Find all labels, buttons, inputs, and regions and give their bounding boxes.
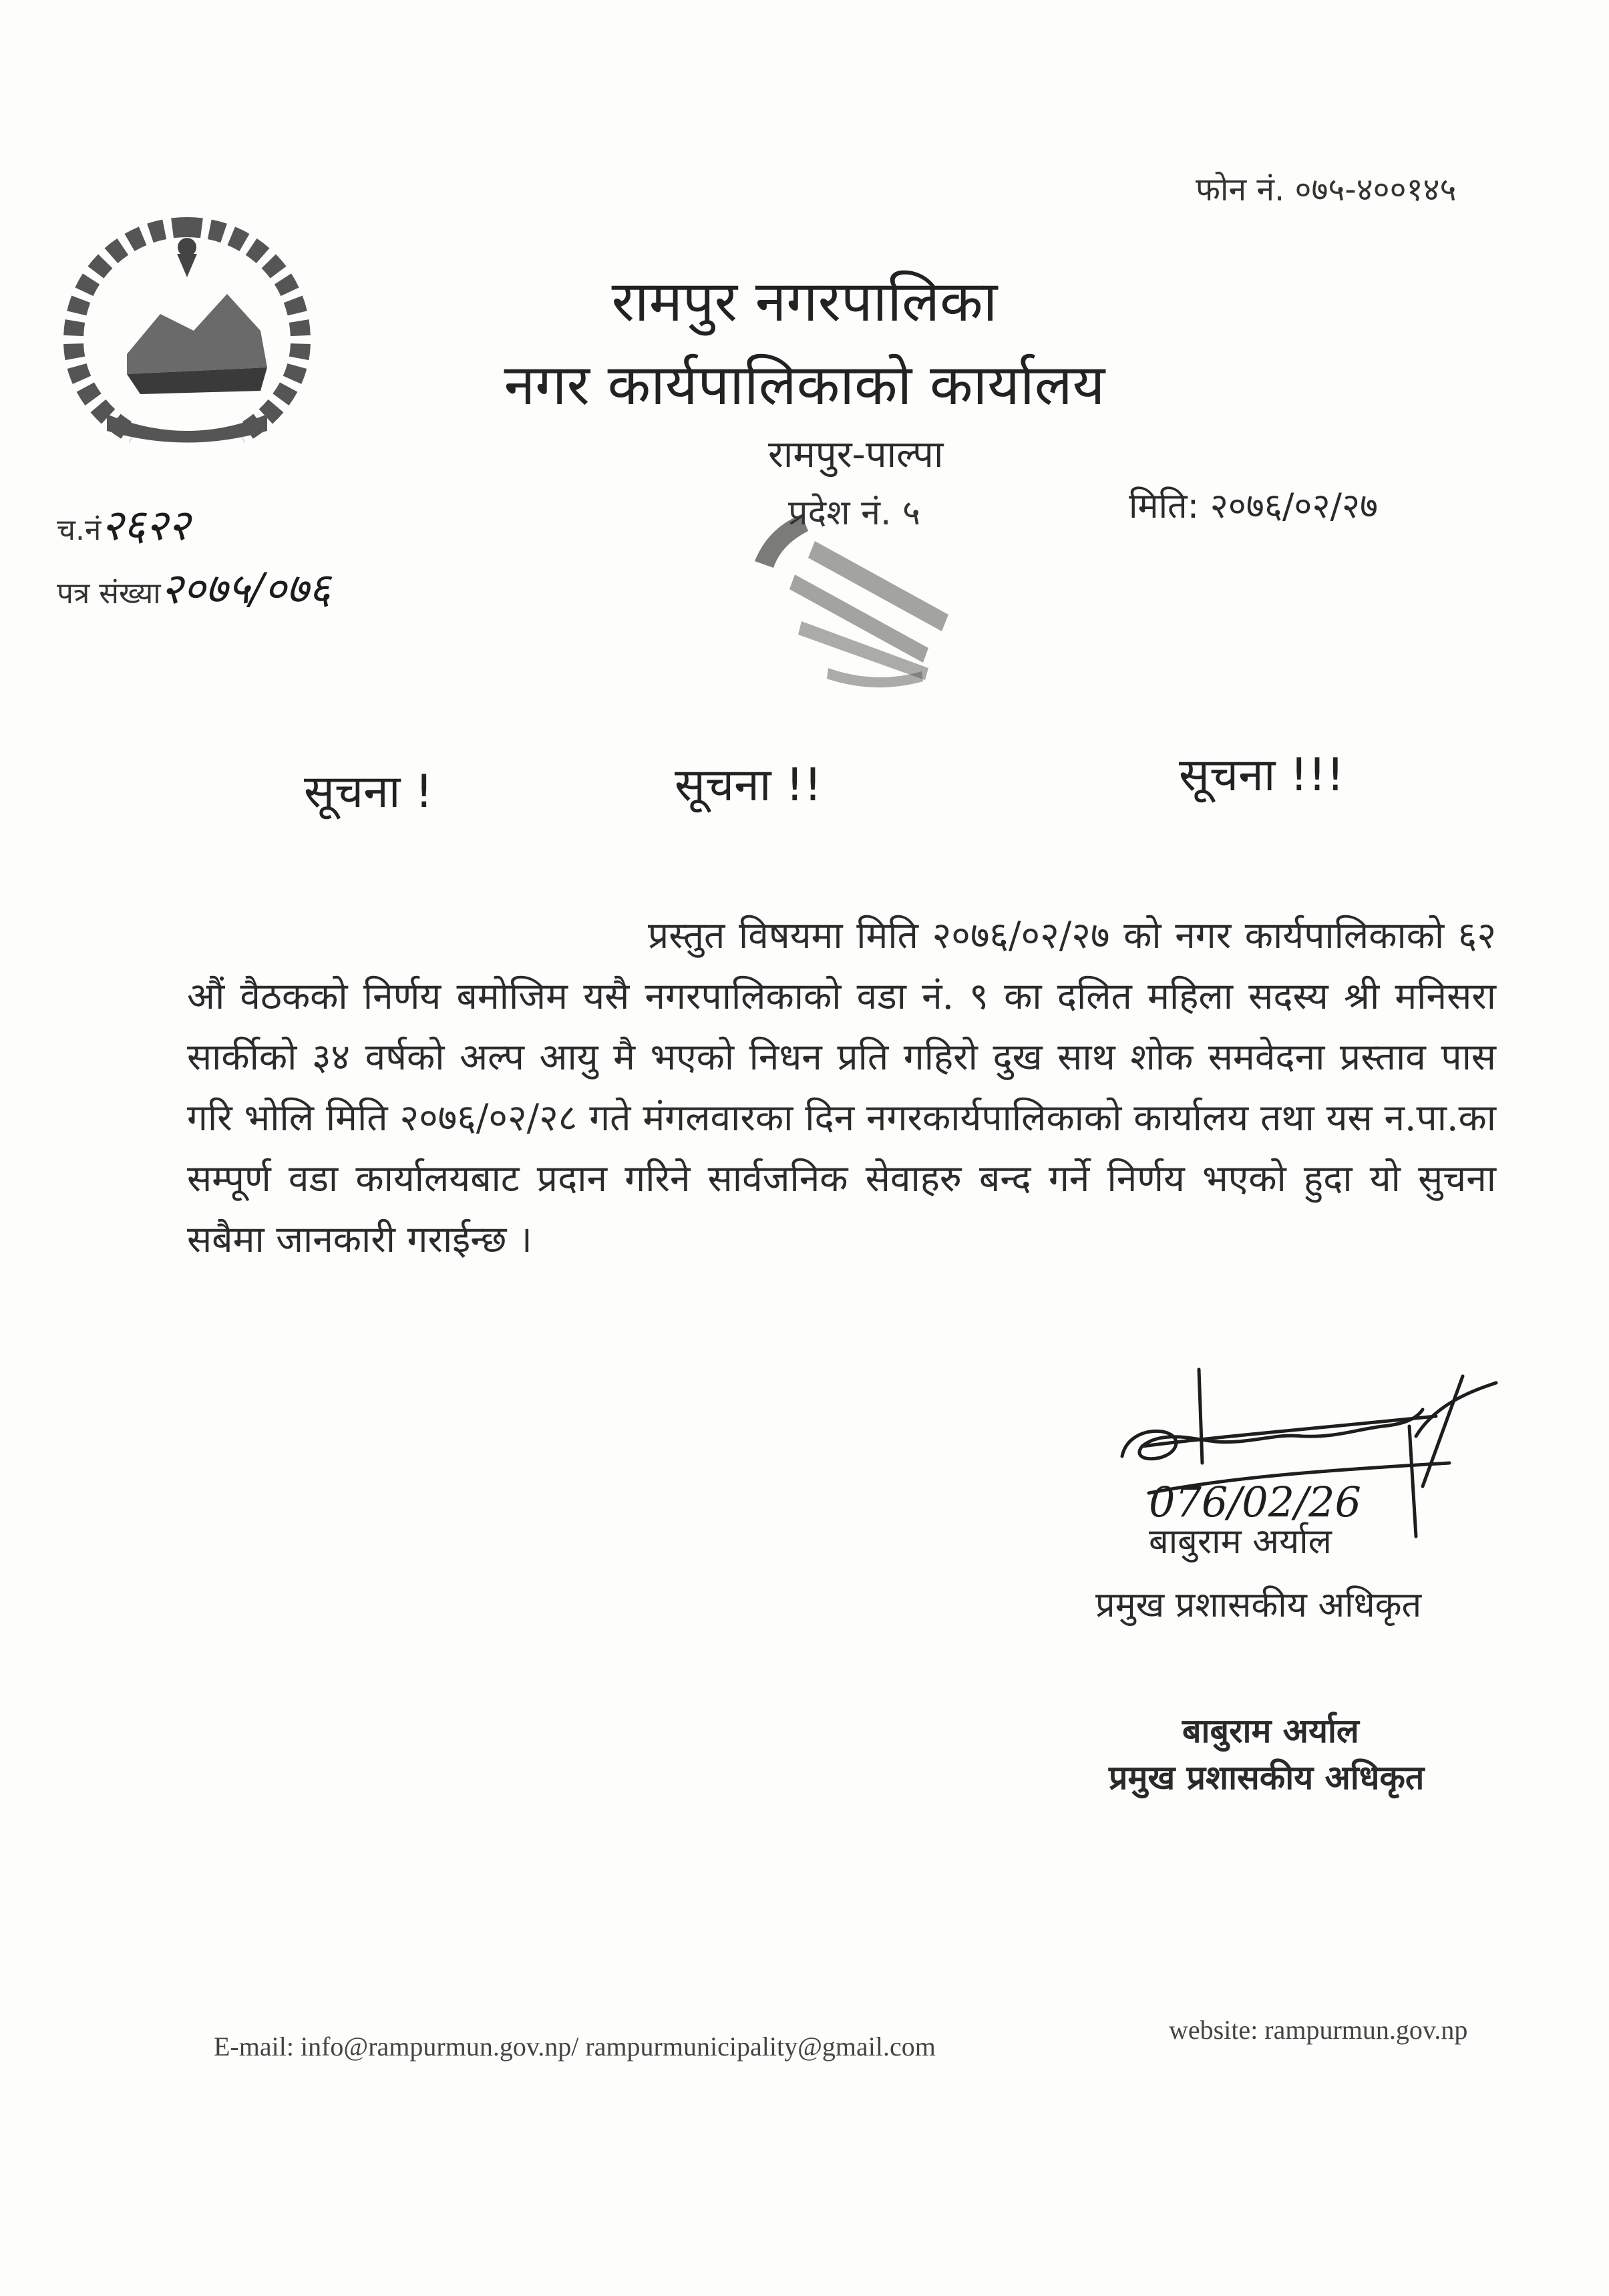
notice-body: प्रस्तुत विषयमा मिति २०७६/०२/२७ को नगर कार्यपालिकाको ६२ औं वैठकको निर्णय बमोजिम यसै नगरपालिकाको वडा नं. ९ का दलित महिला सदस्य श्री मनिसरा सार्कीको ३४ वर्षको अल्प आयु मै भएको निधन प्रति गहिरो दुख साथ शोक समवेदना प्रस्ताव पास गरि भोलि मिति २०७६/०२/२८ गते मंगलवारका दिन नगरकार्यपालिकाको कार्यालय तथा यस न.पा.का सम्पूर्ण वडा कार्यालयबाट प्रदान गरिने सार्वजनिक सेवाहरु बन्द गर्ने निर्णय भएको हुदा यो सुचना सबैमा जानकारी गराईन्छ । [187, 914, 1496, 1261]
notice-heading-row [0, 742, 1609, 818]
reference-number-row [57, 494, 190, 552]
letter-count-row [57, 558, 331, 616]
notice-heading-2: सूचना !! [675, 759, 822, 812]
office-name: नगर कार्यपालिकाको कार्यालय [504, 352, 1105, 418]
signature-date: 076/02/26 [1149, 1478, 1361, 1526]
letter-count-label: पत्र संख्या [57, 577, 161, 611]
letter-date: मिति: २०७६/०२/२७ [1129, 486, 1379, 526]
organization-name: रामपुर नगरपालिका [611, 269, 998, 334]
notice-heading-1: सूचना ! [304, 766, 433, 818]
footer-email: E-mail: info@rampurmun.gov.np/ rampurmunicipality@gmail.com [214, 2031, 936, 2062]
province-label: प्रदेश नं. ५ [788, 493, 921, 533]
phone-number: फोन नं. ०७५-४००१४५ [1196, 171, 1457, 208]
office-location: रामपुर-पाल्पा [768, 433, 944, 476]
office-seal-icon [728, 468, 1009, 695]
letter-count-number: २०७५/०७६ [160, 564, 331, 614]
footer-website: website: rampurmun.gov.np [1169, 2015, 1468, 2045]
reference-number: २६२२ [101, 501, 190, 550]
name-seal-name: बाबुराम अर्याल [1182, 1711, 1359, 1750]
reference-number-label: च.नं [57, 513, 102, 547]
signatory-title: प्रमुख प्रशासकीय अधिकृत [1095, 1585, 1422, 1625]
name-seal-title: प्रमुख प्रशासकीय अधिकृत [1109, 1758, 1425, 1797]
notice-heading-3: सूचना !!! [1179, 749, 1345, 802]
signatory-name: बाबुराम अर्याल [1149, 1522, 1332, 1562]
